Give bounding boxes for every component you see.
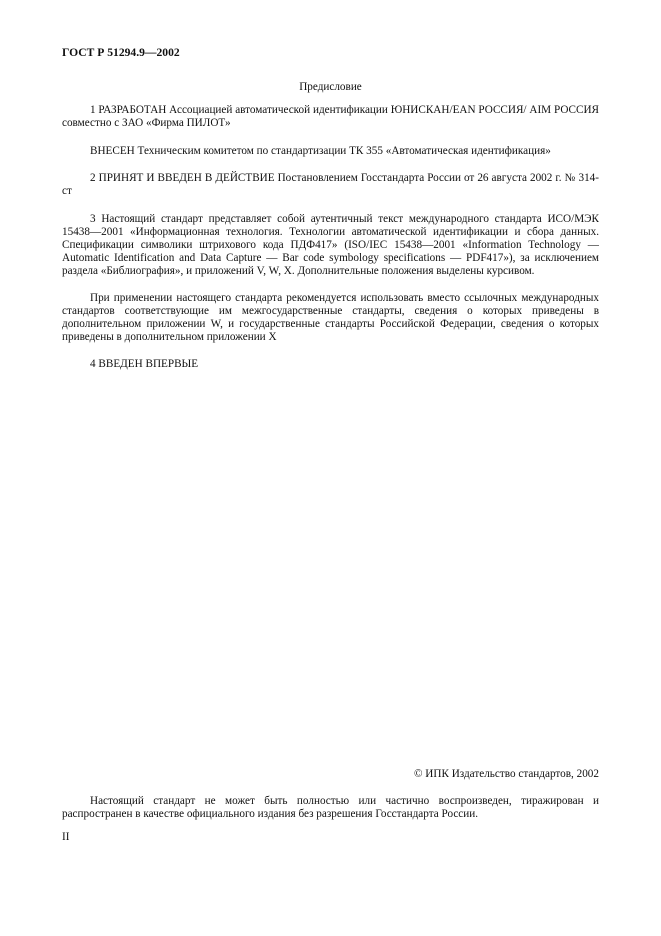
page-number: II <box>62 831 70 843</box>
preface-item-2-adopted: 2 ПРИНЯТ И ВВЕДЕН В ДЕЙСТВИЕ Постановлением Госстандарта России от 26 августа 2002 г. № 314-ст <box>62 172 599 197</box>
preface-item-1-developed: 1 РАЗРАБОТАН Ассоциацией автоматической идентификации ЮНИСКАН/EAN РОССИЯ/ AIM РОССИЯ совместно с ЗАО «Фирма ПИЛОТ» <box>62 104 599 129</box>
preface-item-3-references-note: При применении настоящего стандарта рекомендуется использовать вместо ссылочных международных стандартов соответствующие им межгосударственные стандарты, сведения о которых приведены в дополнительном приложении W, и государственные стандарты Российской Федерации, сведения о которых приведены в дополнительном приложении X <box>62 292 599 343</box>
copyright-line: © ИПК Издательство стандартов, 2002 <box>413 768 599 780</box>
preface-item-introduced: ВНЕСЕН Техническим комитетом по стандартизации ТК 355 «Автоматическая идентификация» <box>90 145 551 157</box>
reproduction-notice: Настоящий стандарт не может быть полностью или частично воспроизведен, тиражирован и распространен в качестве официального издания без разрешения Госстандарта России. <box>62 795 599 820</box>
document-code: ГОСТ Р 51294.9—2002 <box>62 46 180 59</box>
preface-item-3-authentic-text: 3 Настоящий стандарт представляет собой аутентичный текст международного стандарта ИСО/МЭК 15438—2001 «Информационная технология. Технологии автоматической идентификации и сбора данных. Спецификации символики штрихового кода ПДФ417» (ISO/IEC 15438—2001 «Information Technology — Automatic Identification and Data Capture — Bar code symbology specifications — PDF417»), за исключением раздела «Библиография», и приложений V, W, X. Дополнительные положения выделены курсивом. <box>62 213 599 277</box>
preface-item-4-first-introduced: 4 ВВЕДЕН ВПЕРВЫЕ <box>90 358 199 370</box>
preface-title: Предисловие <box>299 81 362 93</box>
